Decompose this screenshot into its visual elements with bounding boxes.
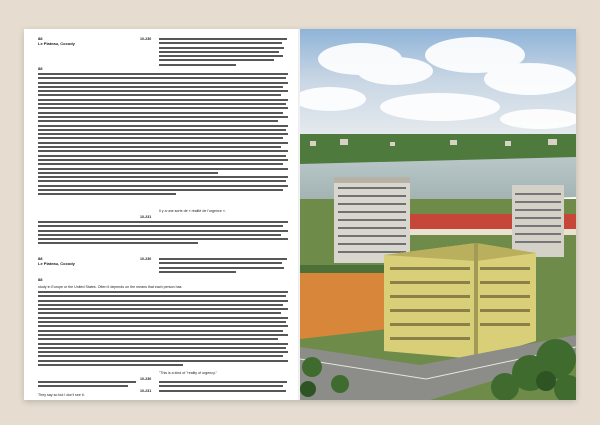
text-block-english-bottom-right <box>159 381 287 394</box>
english-mid-line: "This is a kind of "reality of urgency." <box>159 371 217 375</box>
marker-mid: 10-231 <box>140 215 152 219</box>
english-first-line: study in Europe or the United States. Often it depends on the means that each person has <box>38 285 182 289</box>
text-block-english <box>38 291 288 368</box>
white-building-right <box>512 185 564 257</box>
orange-lot <box>300 265 388 339</box>
text-block-english-upper <box>159 258 287 275</box>
lower-marker-b: 10-231 <box>140 389 152 393</box>
lower-marker-a: 10-230 <box>140 377 152 381</box>
right-page <box>300 29 576 400</box>
book-spread <box>24 29 576 400</box>
text-block-french <box>38 73 288 198</box>
folio-title-mid: Le Plateau, Cocody <box>38 261 75 266</box>
city-photograph <box>300 29 576 400</box>
folio-title-top: Le Plateau, Cocody <box>38 41 75 46</box>
bottom-line: They say so but I don't see it. <box>38 393 85 397</box>
text-block-english-bottom-left <box>38 381 136 390</box>
mid-line: Il y a une sorte de « réalité de l'urgence ». <box>159 209 226 213</box>
text-block-french-end <box>38 221 288 247</box>
white-apartment-tower <box>334 177 410 263</box>
yellow-apartment-complex <box>384 243 536 359</box>
marker-d: 88 <box>38 277 43 282</box>
marker-a: 10-230 <box>140 37 152 41</box>
folio-number-mid: 88 <box>38 256 43 261</box>
left-page <box>24 29 300 400</box>
text-block-upper-right <box>159 38 287 68</box>
folio-number-top: 88 <box>38 36 43 41</box>
marker-b: 88 <box>38 66 43 71</box>
marker-c: 10-230 <box>140 257 152 261</box>
